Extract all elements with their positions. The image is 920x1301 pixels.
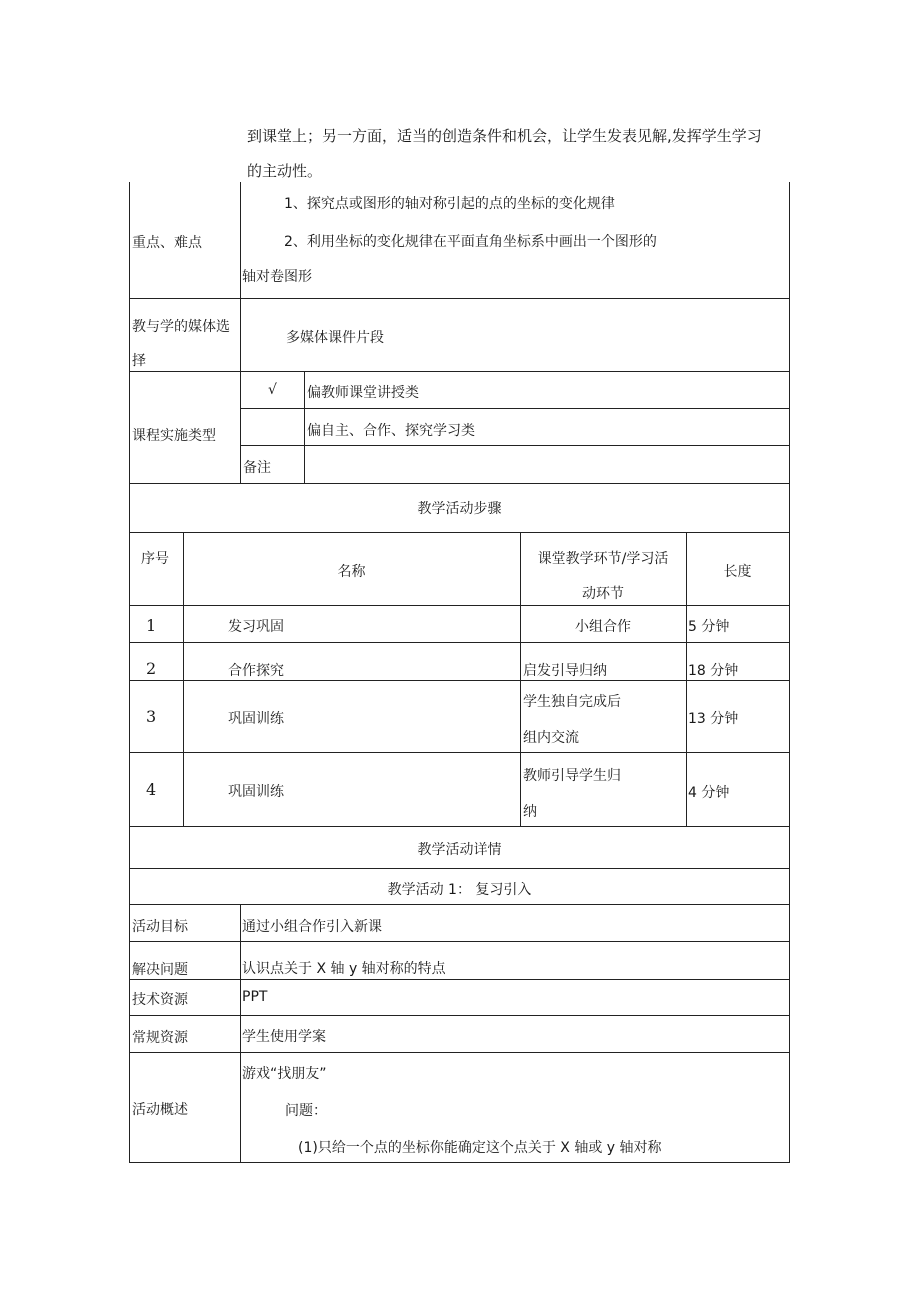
header-link: 课堂教学环节/学习活 <box>537 551 669 567</box>
row-link: 教师引导学生归 <box>523 768 621 784</box>
media-label-cont: 择 <box>132 353 146 369</box>
row-length: 4 分钟 <box>688 785 730 801</box>
intro-line-2: 的主动性。 <box>247 162 323 180</box>
detail-value: PPT <box>242 989 268 1005</box>
activity-title: 教学活动 1： 复习引入 <box>387 882 532 898</box>
remark-label: 备注 <box>243 460 271 476</box>
header-name: 名称 <box>337 564 366 580</box>
row-link: 小组合作 <box>575 619 631 635</box>
row-num: 1 <box>146 616 157 635</box>
detail-label: 常规资源 <box>132 1030 188 1046</box>
key-points-label: 重点、难点 <box>132 235 202 251</box>
detail-value: 通过小组合作引入新课 <box>242 919 382 935</box>
detail-label: 技术资源 <box>132 992 188 1008</box>
steps-title: 教学活动步骤 <box>417 501 502 517</box>
row-link-cont: 纳 <box>523 804 537 820</box>
media-label: 教与学的媒体选 <box>132 319 230 335</box>
overview-line-2: 问题： <box>285 1103 327 1119</box>
details-title: 教学活动详情 <box>417 842 502 858</box>
key-point-1: 1、探究点或图形的轴对称引起的点的坐标的变化规律 <box>284 196 615 212</box>
row-name: 巩固训练 <box>228 711 284 727</box>
detail-label: 解决问题 <box>132 962 188 978</box>
row-length: 13 分钟 <box>688 711 739 727</box>
row-link: 学生独自完成后 <box>523 694 621 710</box>
media-value: 多媒体课件片段 <box>286 330 384 346</box>
key-point-2-cont: 轴对卷图形 <box>242 269 312 285</box>
row-link: 启发引导归纳 <box>523 663 607 679</box>
row-length: 5 分钟 <box>688 619 730 635</box>
row-name: 发习巩固 <box>228 619 284 635</box>
row-num: 3 <box>146 707 157 726</box>
row-num: 2 <box>146 659 157 678</box>
intro-line-1: 到课堂上；另一方面，适当的创造条件和机会，让学生发表见解,发挥学生学习 <box>247 127 762 145</box>
check-mark-icon: √ <box>268 382 277 398</box>
header-length: 长度 <box>723 564 752 580</box>
row-length: 18 分钟 <box>688 663 739 679</box>
row-link-cont: 组内交流 <box>523 730 579 746</box>
overview-line-1: 游戏“找朋友” <box>242 1066 327 1082</box>
row-name: 合作探究 <box>228 663 284 679</box>
detail-value: 学生使用学案 <box>242 1029 326 1045</box>
header-link-cont: 动环节 <box>582 586 624 602</box>
row-num: 4 <box>146 780 157 799</box>
detail-label: 活动目标 <box>132 919 188 935</box>
row-name: 巩固训练 <box>228 784 284 800</box>
overview-label: 活动概述 <box>132 1102 188 1118</box>
course-type-option-1: 偏教师课堂讲授类 <box>307 385 419 401</box>
header-num: 序号 <box>141 551 169 567</box>
overview-line-3: (1)只给一个点的坐标你能确定这个点关于 X 轴或 y 轴对称 <box>298 1140 662 1156</box>
course-type-option-2: 偏自主、合作、探究学习类 <box>307 423 475 439</box>
course-type-label: 课程实施类型 <box>132 428 216 444</box>
key-point-2: 2、利用坐标的变化规律在平面直角坐标系中画出一个图形的 <box>284 234 657 250</box>
detail-value: 认识点关于 X 轴 y 轴对称的特点 <box>242 961 446 977</box>
